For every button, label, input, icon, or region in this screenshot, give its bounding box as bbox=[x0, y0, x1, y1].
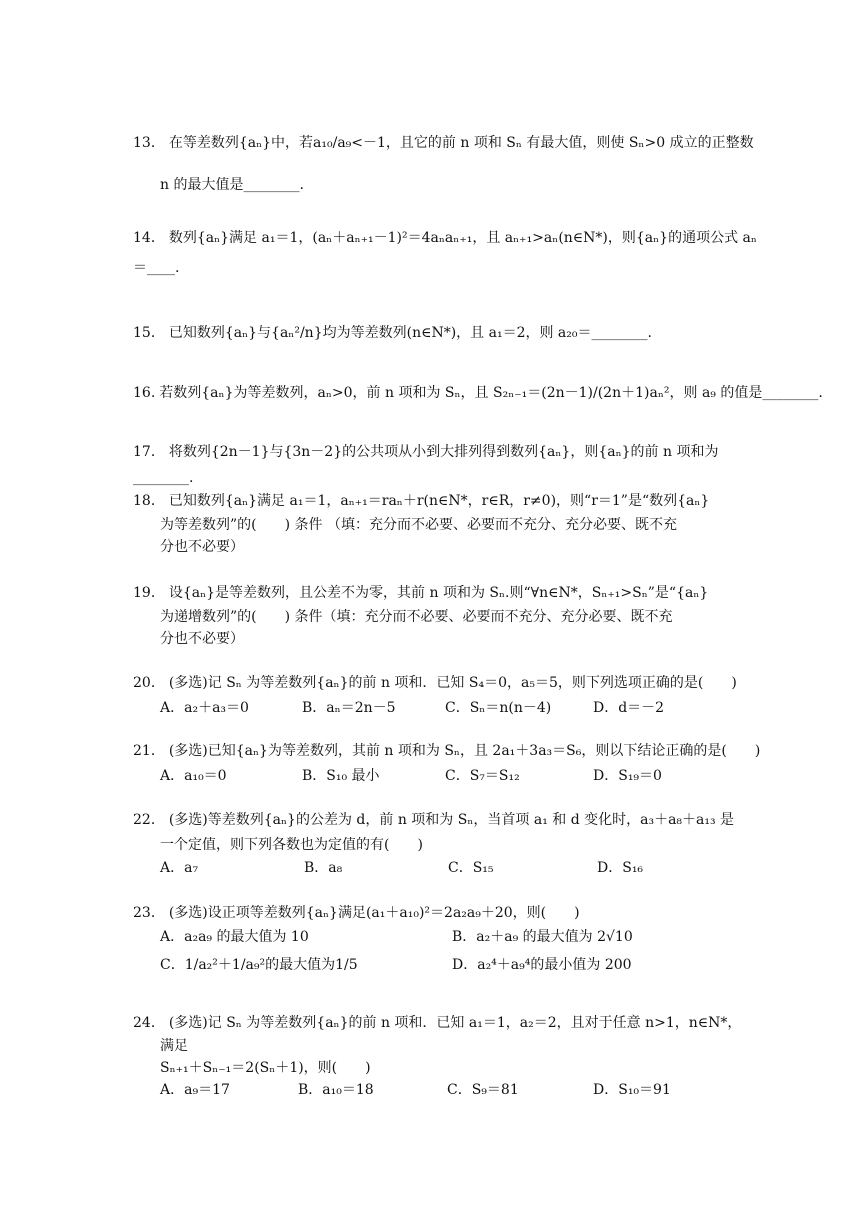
option-d: D．S₁₀＝91 bbox=[593, 1082, 671, 1098]
option-d: D．a₂⁴＋a₉⁴的最小值为 200 bbox=[452, 957, 632, 973]
question-number: 15． bbox=[133, 325, 165, 341]
option-a: A．a₉＝17 bbox=[160, 1082, 230, 1098]
question-17 bbox=[133, 442, 718, 462]
question-number: 23． bbox=[133, 905, 165, 921]
question-text: (多选)等差数列{aₙ}的公差为 d，前 n 项和为 Sₙ，当首项 a₁ 和 d 变化时，a₃＋a₈＋a₁₃ 是 bbox=[168, 812, 735, 828]
question-text: (多选)记 Sₙ 为等差数列{aₙ}的前 n 项和．已知 a₁＝1，a₂＝2，且对于任意 n>1，n∈N*， bbox=[168, 1015, 742, 1031]
option-a: A．a₂a₉ 的最大值为 10 bbox=[160, 929, 309, 945]
option-a: A．a₁₀＝0 bbox=[160, 768, 227, 784]
question-number: 22． bbox=[133, 812, 165, 828]
question-text: 设{aₙ}是等差数列，且公差不为零，其前 n 项和为 Sₙ.则“∀n∈N*，Sₙ₊₁>Sₙ”是“{aₙ} bbox=[168, 585, 709, 601]
option-d: D．d＝－2 bbox=[593, 700, 665, 716]
question-20 bbox=[133, 673, 737, 693]
question-18 bbox=[133, 491, 709, 511]
question-number: 24． bbox=[133, 1015, 165, 1031]
option-c: C．S₉＝81 bbox=[447, 1082, 519, 1098]
question-22 bbox=[133, 810, 734, 830]
question-22-line-2: 一个定值，则下列各数也为定值的有( ) bbox=[160, 837, 423, 853]
question-19-line-2: 为递增数列”的( ) 条件（填：充分而不必要、必要而不充分、充分必要、既不充 bbox=[160, 609, 673, 625]
question-text: 在等差数列{aₙ}中，若a₁₀/a₉<－1，且它的前 n 项和 Sₙ 有最大值，则使 Sₙ>0 成立的正整数 bbox=[168, 135, 754, 151]
question-23 bbox=[133, 903, 580, 923]
question-19-line-3: 分也不必要） bbox=[160, 631, 244, 647]
question-number: 18． bbox=[133, 493, 165, 509]
question-text: 已知数列{aₙ}满足 a₁＝1，aₙ₊₁＝raₙ＋r(n∈N*，r∈R，r≠0)，则“r＝1”是“数列{aₙ} bbox=[168, 493, 710, 509]
question-14 bbox=[133, 228, 757, 248]
question-text: (多选)记 Sₙ 为等差数列{aₙ}的前 n 项和．已知 S₄＝0，a₅＝5，则下列选项正确的是( ) bbox=[168, 675, 737, 691]
question-text: 数列{aₙ}满足 a₁＝1，(aₙ＋aₙ₊₁－1)²＝4aₙaₙ₊₁，且 aₙ₊₁>aₙ(n∈N*)，则{aₙ}的通项公式 aₙ bbox=[168, 230, 757, 246]
question-18-line-3: 分也不必要） bbox=[160, 539, 244, 555]
question-number: 21． bbox=[133, 743, 165, 759]
option-b: B．S₁₀ 最小 bbox=[302, 768, 380, 784]
option-a: A．a₇ bbox=[160, 860, 199, 876]
question-text: 若数列{aₙ}为等差数列，aₙ>0，前 n 项和为 Sₙ，且 S₂ₙ₋₁＝(2n－1)/(2n＋1)aₙ²，则 a₉ 的值是________. bbox=[159, 385, 823, 401]
question-14-line-2: ＝____. bbox=[133, 260, 180, 276]
option-d: D．S₁₆ bbox=[597, 860, 644, 876]
question-18-line-2: 为等差数列”的( ) 条件 （填：充分而不必要、必要而不充分、充分必要、既不充 bbox=[160, 517, 677, 533]
option-c: C．1/a₂²＋1/a₉²的最大值为1/5 bbox=[160, 957, 358, 973]
option-c: C．S₁₅ bbox=[448, 860, 494, 876]
question-text: (多选)设正项等差数列{aₙ}满足(a₁＋a₁₀)²＝2a₂a₉＋20，则( ) bbox=[168, 905, 580, 921]
question-text: (多选)已知{aₙ}为等差数列，其前 n 项和为 Sₙ，且 2a₁＋3a₃＝S₆，则以下结论正确的是( ) bbox=[168, 743, 761, 759]
question-number: 19． bbox=[133, 585, 165, 601]
question-number: 17． bbox=[133, 444, 165, 460]
question-24 bbox=[133, 1013, 741, 1033]
question-24-line-3: Sₙ₊₁＋Sₙ₋₁＝2(Sₙ＋1)，则( ) bbox=[160, 1060, 371, 1076]
question-13 bbox=[133, 133, 754, 153]
option-c: C．S₇＝S₁₂ bbox=[445, 768, 520, 784]
question-13-line-2: n 的最大值是________. bbox=[160, 177, 304, 193]
question-19 bbox=[133, 583, 708, 603]
question-number: 20． bbox=[133, 675, 165, 691]
question-number: 13． bbox=[133, 135, 165, 151]
question-15 bbox=[133, 323, 652, 343]
option-a: A．a₂＋a₃＝0 bbox=[160, 700, 249, 716]
option-b: B．a₂＋a₉ 的最大值为 2√10 bbox=[452, 929, 633, 945]
question-text: 已知数列{aₙ}与{aₙ²/n}均为等差数列(n∈N*)，且 a₁＝2，则 a₂₀＝________. bbox=[168, 325, 652, 341]
option-d: D．S₁₉＝0 bbox=[593, 768, 662, 784]
question-text: 将数列{2n－1}与{3n－2}的公共项从小到大排列得到数列{aₙ}，则{aₙ}的前 n 项和为 bbox=[168, 444, 719, 460]
option-b: B．aₙ＝2n－5 bbox=[302, 700, 396, 716]
option-b: B．a₈ bbox=[304, 860, 343, 876]
question-21 bbox=[133, 741, 760, 761]
question-number: 16. bbox=[133, 385, 156, 401]
question-16 bbox=[133, 383, 823, 403]
question-number: 14． bbox=[133, 230, 165, 246]
question-24-line-2: 满足 bbox=[160, 1038, 188, 1054]
option-b: B．a₁₀＝18 bbox=[298, 1082, 374, 1098]
question-17-line-2: ________. bbox=[133, 470, 194, 486]
option-c: C．Sₙ＝n(n－4) bbox=[445, 700, 552, 716]
